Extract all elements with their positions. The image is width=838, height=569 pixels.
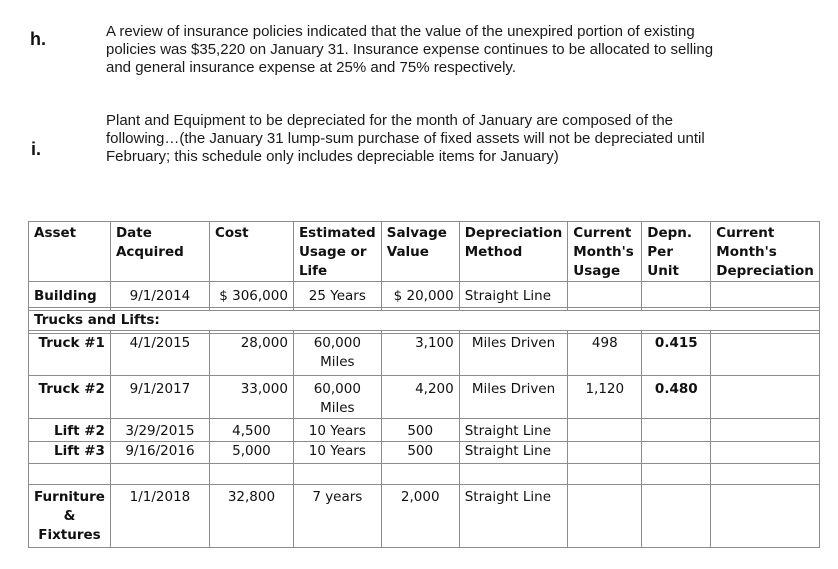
item-i-letter: i. xyxy=(31,139,42,159)
table-row-blank xyxy=(29,464,820,485)
method-cell: Straight Line xyxy=(459,442,568,464)
asset-cell xyxy=(29,485,111,548)
salvage-cell: 4,200 xyxy=(381,376,459,419)
table-row-lift-3 xyxy=(29,442,820,464)
header-depn-per-unit: Depn. Per Unit xyxy=(642,222,711,282)
header-date-acquired: Date Acquired xyxy=(110,222,209,282)
table-row-building xyxy=(29,282,820,308)
usage-cell xyxy=(568,485,642,548)
header-salvage-value: Salvage Value xyxy=(381,222,459,282)
item-h-paragraph: A review of insurance policies indicated that the value of the unexpired portion of existing policies was $35,220 on January 31. Insurance expense continues to be allocated to selling and general insurance expense at 25% and 75% respectively. xyxy=(106,23,714,76)
table-row-furniture xyxy=(29,485,820,548)
per-unit-cell: 0.415 xyxy=(642,334,711,376)
cost-cell: $ 306,000 xyxy=(209,282,293,308)
depreciation-cell xyxy=(711,376,820,419)
depreciation-cell xyxy=(711,282,820,308)
method-cell: Miles Driven xyxy=(459,334,568,376)
header-current-usage: Current Month's Usage xyxy=(568,222,642,282)
table-row-lift-2 xyxy=(29,419,820,442)
depreciation-cell xyxy=(711,442,820,464)
life-cell: 7 years xyxy=(293,485,381,548)
cost-cell: 28,000 xyxy=(209,334,293,376)
life-cell xyxy=(293,334,381,376)
date-cell: 9/16/2016 xyxy=(110,442,209,464)
asset-cell: Lift #2 xyxy=(29,419,111,442)
asset-cell: Truck #2 xyxy=(29,376,111,419)
salvage-cell: 500 xyxy=(381,419,459,442)
table-row-group-label xyxy=(29,311,820,331)
cost-cell: 4,500 xyxy=(209,419,293,442)
item-i-paragraph: Plant and Equipment to be depreciated for the month of January are composed of the following…(the January 31 lump-sum purchase of fixed assets will not be depreciated until February; this schedule only includes depreciable items for January) xyxy=(106,112,705,165)
usage-cell xyxy=(568,419,642,442)
life-value: 60,000 xyxy=(313,381,361,397)
asset-line: Fixtures xyxy=(38,527,101,543)
table-row-truck-2 xyxy=(29,376,820,419)
life-cell: 10 Years xyxy=(293,442,381,464)
cost-cell: 33,000 xyxy=(209,376,293,419)
usage-cell xyxy=(568,282,642,308)
asset-cell: Building xyxy=(29,282,111,308)
per-unit-cell xyxy=(642,485,711,548)
per-unit-cell xyxy=(642,282,711,308)
usage-cell: 1,120 xyxy=(568,376,642,419)
date-cell: 1/1/2018 xyxy=(110,485,209,548)
life-unit: Miles xyxy=(320,354,355,370)
method-cell: Straight Line xyxy=(459,485,568,548)
method-cell: Straight Line xyxy=(459,419,568,442)
per-unit-cell xyxy=(642,419,711,442)
life-cell: 25 Years xyxy=(293,282,381,308)
salvage-cell: 2,000 xyxy=(381,485,459,548)
depreciation-cell xyxy=(711,419,820,442)
depreciation-schedule-table xyxy=(28,221,820,548)
salvage-cell: 500 xyxy=(381,442,459,464)
header-usage-life: Estimated Usage or Life xyxy=(293,222,381,282)
asset-line: Furniture xyxy=(34,489,105,505)
cost-cell: 32,800 xyxy=(209,485,293,548)
salvage-cell: $ 20,000 xyxy=(381,282,459,308)
header-cost: Cost xyxy=(209,222,293,282)
depreciation-cell xyxy=(711,334,820,376)
item-h-letter: h. xyxy=(30,29,46,49)
asset-line: & xyxy=(63,508,76,524)
life-cell xyxy=(293,376,381,419)
header-row xyxy=(29,222,820,282)
asset-cell: Lift #3 xyxy=(29,442,111,464)
usage-cell xyxy=(568,442,642,464)
trucks-and-lifts-label: Trucks and Lifts: xyxy=(29,311,820,331)
method-cell: Straight Line xyxy=(459,282,568,308)
depreciation-cell xyxy=(711,485,820,548)
life-unit: Miles xyxy=(320,400,355,416)
usage-cell: 498 xyxy=(568,334,642,376)
asset-cell: Truck #1 xyxy=(29,334,111,376)
salvage-cell: 3,100 xyxy=(381,334,459,376)
date-cell: 9/1/2017 xyxy=(110,376,209,419)
date-cell: 4/1/2015 xyxy=(110,334,209,376)
date-cell: 9/1/2014 xyxy=(110,282,209,308)
header-depreciation-method: Depreciation Method xyxy=(459,222,568,282)
per-unit-cell xyxy=(642,442,711,464)
header-asset: Asset xyxy=(29,222,111,282)
method-cell: Miles Driven xyxy=(459,376,568,419)
life-cell: 10 Years xyxy=(293,419,381,442)
date-cell: 3/29/2015 xyxy=(110,419,209,442)
life-value: 60,000 xyxy=(313,335,361,351)
per-unit-cell: 0.480 xyxy=(642,376,711,419)
cost-cell: 5,000 xyxy=(209,442,293,464)
table-row-truck-1 xyxy=(29,334,820,376)
header-current-depreciation: Current Month's Depreciation xyxy=(711,222,820,282)
